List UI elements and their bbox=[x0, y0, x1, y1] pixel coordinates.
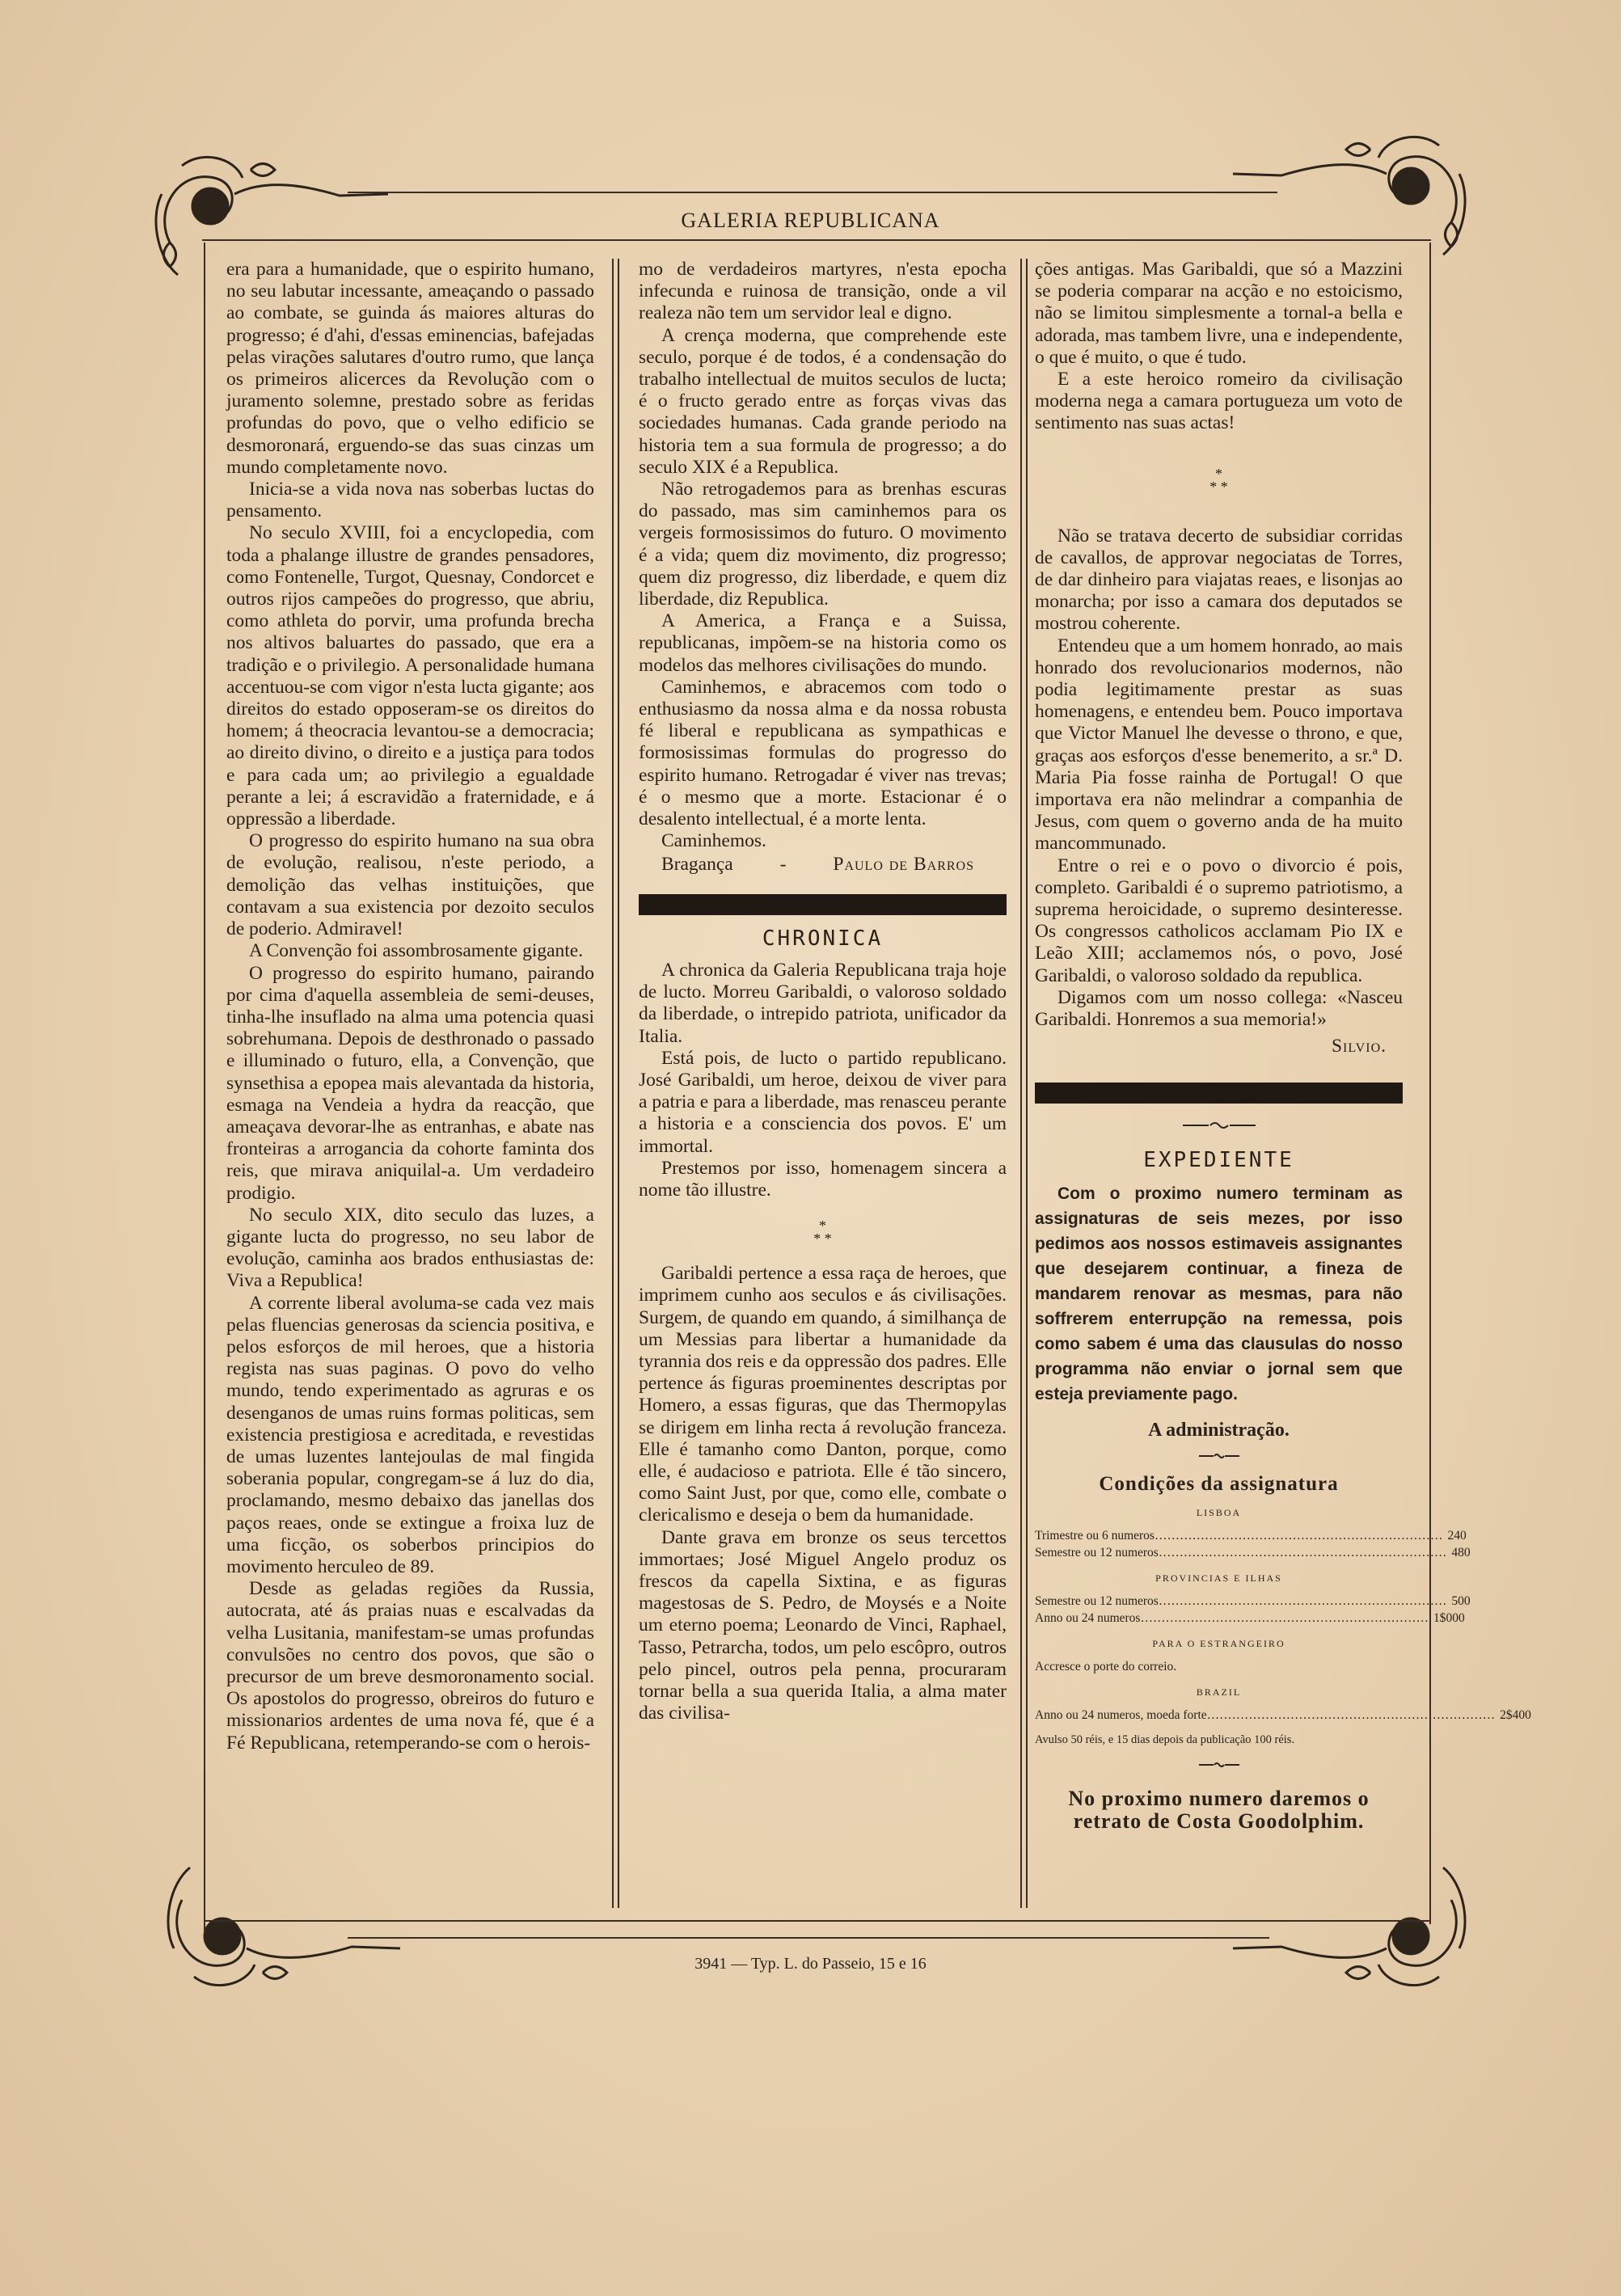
price-row-label: Anno ou 24 numeros, moeda forte…………………………………………………………… bbox=[1035, 1708, 1496, 1723]
paragraph: Com o proximo numero terminam as assignaturas de seis mezes, por isso pedimos aos nossos estimaveis assignantes que desejarem continuar, a fineza de mandarem renovar as mesmas, para não soffrerem enterrupção na remessa, pois como sabem é uma das clausulas do nosso programma não enviar o jornal sem que esteja previamente pago. bbox=[1035, 1184, 1403, 1403]
paragraph: A Convenção foi assombrosamente gigante. bbox=[249, 940, 584, 962]
paragraph: No seculo XVIII, foi a encyclopedia, com toda a phalange illustre de grandes pensadores, como Fontenelle, Turgot, Quesnay, Condorcet e outros rijos campeões do progresso, que abriu, como athleta do porvir, uma profunda brecha nos altivos baluartes do passado, que era a tradição e o privilegio. A personalidade humana accentuou-se com vigor n'esta lucta gigante; aos direitos do estado opposeram-se os direitos do homem; á theocracia levantou-se a democracia; ao direito divino, o direito e a justiça para todos e para cada um; ao privilegio a egualdade perante a lei; á escravidão a fraternidade, e á oppressão a liberdade. bbox=[226, 522, 594, 830]
price-row bbox=[1035, 1610, 1465, 1627]
paragraph: Não se tratava decerto de subsidiar corridas de cavallos, de approvar negociatas de Torres, de dar dinheiro para viajatas reaes, e lisonjas ao monarcha; por isso a camara dos deputados se mostrou coherente. bbox=[1035, 525, 1403, 635]
section-divider-bar bbox=[1035, 1083, 1403, 1104]
paragraph: Digamos com um nosso collega: «Nasceu Garibaldi. Honremos a sua memoria!» bbox=[1035, 986, 1403, 1031]
paragraph: Entendeu que a um homem honrado, ao mais honrado dos revolucionarios modernos, não podia legitimamente prestar as suas homenagens, e entendeu bem. Pouco importava que Victor Manuel lhe devesse o throno, e que, graças aos esforços d'esse benemerito, a sr.ª D. Maria Pia fosse rainha de Portugal! O que importava era não melindrar a companhia de Jesus, com quem o governo anda de ha muito mancommunado. bbox=[1035, 635, 1403, 855]
provincias-label: PROVINCIAS E ILHAS bbox=[1155, 1572, 1282, 1584]
paragraph: Caminhemos, e abracemos com todo o enthusiasmo da nossa alma e da nossa robusta fé liberal e republicana as sympathicas e formosissimas formulas do progresso do espirito humano. Retrogadar é viver nas trevas; é o mesmo que a morte. Estacionar é o desalento intellectual, é a morte lenta. bbox=[639, 676, 1007, 830]
column-rule-right bbox=[1020, 259, 1028, 1908]
expediente-notice bbox=[1035, 1181, 1403, 1407]
price-row bbox=[1035, 1593, 1471, 1610]
price-label-text: Semestre ou 12 numeros bbox=[1035, 1593, 1159, 1608]
brazil-label: BRAZIL bbox=[1196, 1686, 1242, 1699]
price-label-text: Anno ou 24 numeros bbox=[1035, 1610, 1141, 1625]
asterism-bottom: * * bbox=[1209, 478, 1228, 495]
price-row-value: 1$000 bbox=[1433, 1610, 1465, 1625]
administration-signature: A administração. bbox=[1148, 1419, 1290, 1441]
flourish-icon bbox=[1199, 1761, 1239, 1769]
flourish-ornament bbox=[1035, 1115, 1403, 1137]
asterism bbox=[639, 1219, 1007, 1245]
paragraph: A corrente liberal avoluma-se cada vez mais pelas fluencias generosas da sciencia positiva, e pelos esforços de mil heroes, que a historia regista nas suas paginas. O povo do velho mundo, tendo experimentado as agruras e os desenganos de umas ruins formas politicas, sem existencia prestigiosa e acreditada, e revestidas de umas luzentes lantejoulas de mal fingida soberania popular, congregam-se á luz do dia, proclamando, mesmo debaixo das janellas dos paços reaes, onde se extingue a froixa luz de uma ficção, os soberbos principios do movimento herculeo de 89. bbox=[226, 1292, 594, 1577]
paragraph: Inicia-se a vida nova nas soberbas luctas do pensamento. bbox=[226, 479, 594, 522]
flourish-icon bbox=[1183, 1121, 1256, 1130]
flourish-ornament-small bbox=[1035, 1754, 1403, 1775]
paragraph: ções antigas. Mas Garibaldi, que só a Mazzini se poderia comparar na acção e no estoicismo, não se limitou simplesmente a tornal-a bella e adorada, mas tambem livre, una e independente, o que é muito, o que é tudo. bbox=[1035, 259, 1403, 368]
estrangeiro-label: PARA O ESTRANGEIRO bbox=[1152, 1637, 1285, 1649]
price-row-value: 240 bbox=[1447, 1528, 1467, 1543]
printer-imprint: 3941 — Typ. L. do Passeio, 15 e 16 bbox=[694, 1955, 927, 1973]
price-row bbox=[1035, 1544, 1471, 1561]
next-issue-announcement: No proximo numero daremos o retrato de Costa Goodolphim. bbox=[1068, 1786, 1370, 1833]
paragraph: Garibaldi pertence a essa raça de heroes, que imprimem cunho aos seculos e ás civilisações. Surgem, de quando em quando, á similhança de um Messias para libertar a humanidade da tyrannia dos reis e da oppressão dos padres. Elle pertence ás figuras proeminentes descriptas por Homero, a essas figuras, que das Thermopylas se dirigem em linha recta á revolução franceza. Elle é tamanho como Danton, porque, como elle, é audacioso e patriota. Elle é tão sincero, como Saint Just, por que, como elle, combate o clericalismo e deseja o bem da humanidade. bbox=[639, 1263, 1007, 1526]
estrangeiro-note: Accresce o porte do correio. bbox=[1035, 1660, 1177, 1674]
asterism-top: * bbox=[1215, 465, 1222, 482]
paragraph: E a este heroico romeiro da civilisação moderna nega a camara portugueza um voto de sentimento nas suas actas! bbox=[1035, 369, 1403, 434]
asterism bbox=[1035, 467, 1403, 493]
price-row-value: 2$400 bbox=[1500, 1708, 1531, 1723]
column-rule-left bbox=[612, 259, 619, 1908]
bottom-left-corner-ornament bbox=[158, 1859, 400, 1997]
paragraph: A America, a França e a Suissa, republicanas, impõem-se na historia como os modelos das melhores civilisações do mundo. bbox=[639, 610, 1007, 676]
asterism-bottom: * * bbox=[813, 1230, 832, 1247]
price-row-label: Semestre ou 12 numeros…………………………………………………………… bbox=[1035, 1545, 1447, 1560]
avulso-note: Avulso 50 réis, e 15 dias depois da publicação 100 réis. bbox=[1035, 1733, 1295, 1747]
section-divider-bar bbox=[639, 894, 1007, 915]
paragraph: Entre o rei e o povo o divorcio é pois, completo. Garibaldi é o supremo patriotismo, a suprema heroicidade, o supremo desinteresse. Os congressos catholicos acclamam Pio IX e Leão XIII; acclamemos nós, o povo, José Garibaldi, o valoroso soldado da republica. bbox=[1035, 855, 1403, 986]
bottom-right-corner-ornament bbox=[1233, 1859, 1475, 1997]
paragraph: mo de verdadeiros martyres, n'esta epocha infecunda e ruinosa de transição, onde a vil realeza não tem um servidor leal e digno. bbox=[639, 259, 1007, 324]
price-row-label: Anno ou 24 numeros…………………………………………………………… bbox=[1035, 1610, 1429, 1625]
paragraph: Dante grava em bronze os seus tercettos immortaes; José Miguel Angelo produz os frescos da capella Sixtina, e as figuras magestosas de S. Pedro, de Moysés e a Noite um eterno poema; Leonardo de Vinci, Raphael, Tasso, Petrarcha, todos, um pelo escôpro, outros pelo pincel, outros pela penna, procuraram tornar bella a sua querida Italia, a alma mater das civilisa- bbox=[639, 1526, 1007, 1724]
signature-dash: - bbox=[779, 854, 787, 876]
frame-top-rule-2 bbox=[202, 239, 1431, 241]
price-label-text: Anno ou 24 numeros, moeda forte bbox=[1035, 1708, 1207, 1723]
paragraph: era para a humanidade, que o espirito humano, no seu labutar incessante, ameaçando o passado ao combate, se guinda ás maiores alturas do progresso; é d'ahi, d'essas eminencias, bafejadas pelas virações salutares d'outro rumo, que lança os primeiros alicerces da Revolução com o juramento solemne, prestado sobre as feridas profundas do povo, que o velho edificio se desmoronará, erguendo-se das suas cinzas um mundo completamente novo. bbox=[226, 259, 594, 478]
price-row-value: 500 bbox=[1451, 1593, 1471, 1608]
paragraph: Desde as geladas regiões da Russia, autocrata, até ás praias nuas e escalvadas da velha Lusitania, manifestam-se umas profundas convulsões no centro dos povos, que são o precursor de um breve desmoronamento social. Os apostolos do progresso, obreiros do futuro e missionarios ardentes de uma nova fé, que é a Fé Republicana, retemperando-se com o herois- bbox=[226, 1578, 594, 1754]
flourish-icon bbox=[1199, 1452, 1239, 1460]
paragraph: O progresso do espirito humano na sua obra de evolução, realisou, n'este periodo, a demolição das velhas instituições, que contavam a sua existencia por dezoito seculos de poderio. Admiravel! bbox=[226, 830, 594, 940]
price-row-label: Trimestre ou 6 numeros…………………………………………………………… bbox=[1035, 1528, 1443, 1543]
price-label-text: Trimestre ou 6 numeros bbox=[1035, 1528, 1155, 1543]
paragraph: No seculo XIX, dito seculo das luzes, a gigante lucta do progresso, no seu labor de evolução, caminha aos brados enthusiastas de: Viva a Republica! bbox=[226, 1204, 594, 1292]
paragraph: Está pois, de lucto o partido republicano. José Garibaldi, um heroe, deixou de viver para a patria e para a liberdade, mas renasceu perante a historia e a consciencia dos povos. E' um immortal. bbox=[639, 1047, 1007, 1157]
paragraph: A chronica da Galeria Republicana traja hoje de lucto. Morreu Garibaldi, o valoroso soldado da liberdade, o intrepido patriota, unificador da Italia. bbox=[639, 959, 1007, 1047]
article-signature bbox=[639, 854, 1007, 876]
top-right-corner-ornament bbox=[1233, 125, 1475, 263]
frame-top-rule bbox=[348, 192, 1277, 193]
lisboa-label: LISBOA bbox=[1196, 1506, 1242, 1518]
signature-author: Paulo de Barros bbox=[833, 854, 974, 876]
expediente-heading: EXPEDIENTE bbox=[1143, 1147, 1294, 1172]
subscription-conditions-heading: Condições da assignatura bbox=[1099, 1473, 1339, 1496]
price-row bbox=[1035, 1527, 1467, 1544]
column-2 bbox=[639, 259, 1007, 1724]
frame-bottom-rule-2 bbox=[348, 1937, 1269, 1939]
paragraph: Caminhemos. bbox=[661, 830, 766, 852]
running-head: GALERIA REPUBLICANA bbox=[681, 209, 940, 232]
chronica-heading: CHRONICA bbox=[762, 926, 884, 951]
price-row bbox=[1035, 1707, 1531, 1724]
asterism-top: * bbox=[819, 1218, 826, 1235]
price-row-value: 480 bbox=[1451, 1545, 1471, 1560]
paragraph: O progresso do espirito humano, pairando por cima d'aquella assembleia de semi-deuses, tinha-lhe insuflado na alma uma potencia quasi sobrehumana. Depois de desthronado o passado e illuminado o futuro, ella, a Convenção, que synsethisa a epopea mais alevantada da historia, esmaga na Vendeia a hydra da reacção, que ameaçava devorar-lhe as entranhas, e abate nas fronteiras a arrogancia da cohorte faminta dos reis, que mirava aniquilal-a. Um verdadeiro prodigio. bbox=[226, 962, 594, 1204]
frame-right-rule bbox=[1429, 243, 1431, 1924]
frame-left-rule bbox=[204, 243, 205, 1932]
price-label-text: Semestre ou 12 numeros bbox=[1035, 1545, 1159, 1560]
signature: Silvio. bbox=[1331, 1036, 1387, 1057]
paragraph: Não retrogademos para as brenhas escuras do passado, mas sim caminhemos para os vergeis formosissimos do futuro. O movimento é a vida; quem diz movimento, diz progresso; quem diz progresso, diz liberdade, e quem diz liberdade, diz Republica. bbox=[639, 479, 1007, 610]
signature-place: Bragança bbox=[661, 854, 733, 876]
column-1 bbox=[226, 259, 594, 1754]
flourish-ornament-small bbox=[1035, 1445, 1403, 1467]
column-3 bbox=[1035, 259, 1531, 1833]
paragraph: Prestemos por isso, homenagem sincera a nome tão illustre. bbox=[639, 1157, 1007, 1201]
paragraph: A crença moderna, que comprehende este seculo, porque é de todos, é a condensação do trabalho intellectual de muitos seculos de lucta; é o fructo gerado entre as forças vivas das sociedades humanas. Cada grande periodo na historia tem a sua formula de progresso; a do seculo XIX é a Republica. bbox=[639, 324, 1007, 478]
price-row-label: Semestre ou 12 numeros…………………………………………………………… bbox=[1035, 1593, 1447, 1608]
frame-bottom-rule bbox=[204, 1920, 1431, 1922]
